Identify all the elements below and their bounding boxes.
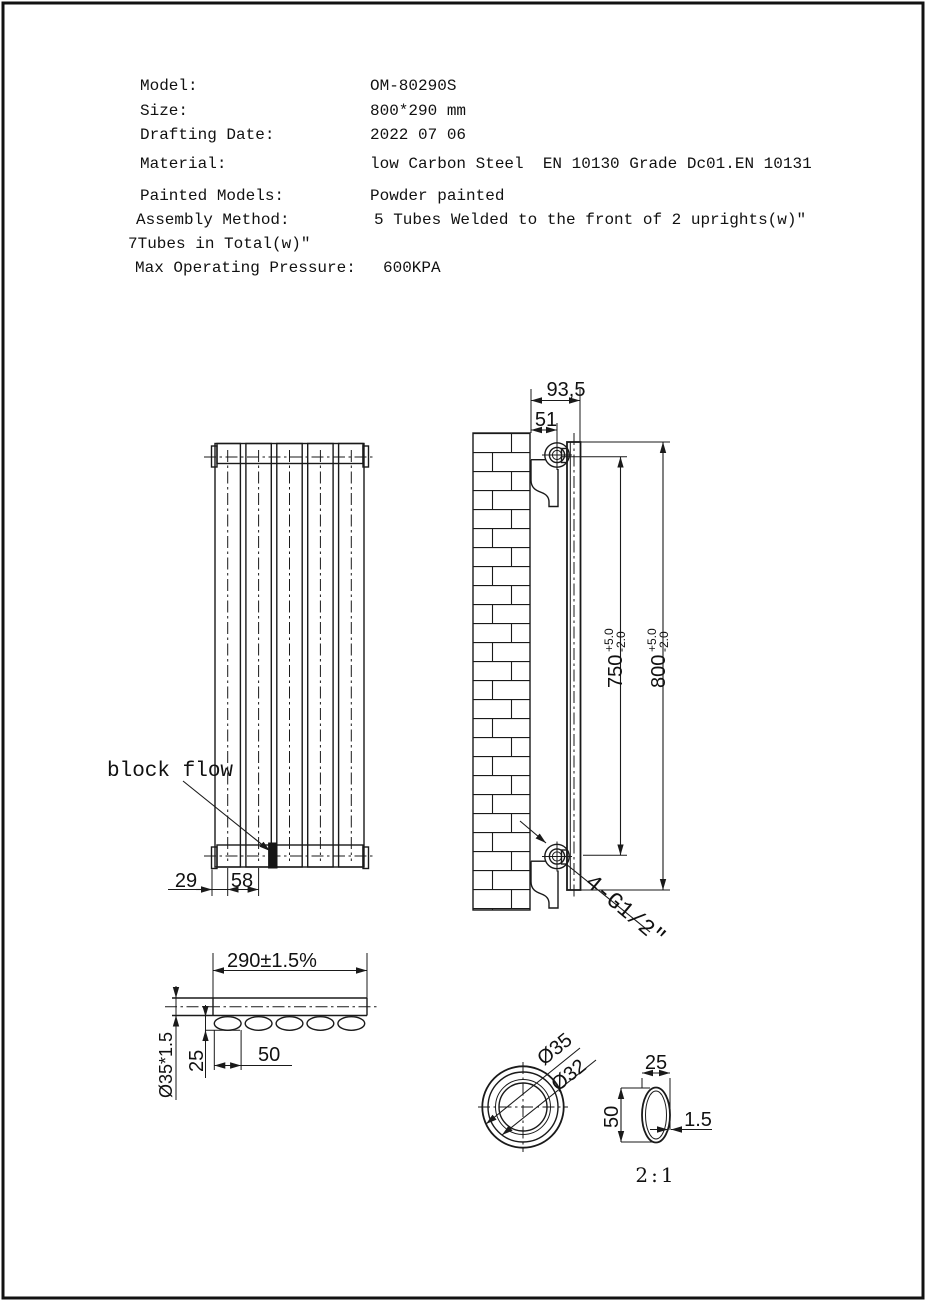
wall-bracket-top: [531, 440, 572, 507]
dim-text-58: 58: [230, 870, 254, 892]
dim-text-dia32: Ø32: [547, 1054, 591, 1096]
dim-extension-lines: [621, 1088, 652, 1142]
tube-section-oval: [307, 1017, 334, 1031]
dim-text-51: 51: [534, 409, 558, 431]
dim-text-wall-1-5: 1.5: [684, 1109, 712, 1131]
dim-text-header-tube: Ø35*1.5: [156, 1031, 176, 1098]
dim-value: 750: [605, 654, 627, 688]
spec-value: 5 Tubes Welded to the front of 2 uprights(w)″: [374, 211, 807, 229]
spec-value-continued: 7Tubes in Total(w)″: [128, 235, 311, 253]
tube-section-oval: [276, 1017, 303, 1031]
scale-label: 2:1: [635, 1163, 677, 1187]
section-view: [156, 950, 378, 1100]
tolerance-minus: -2.0: [614, 631, 628, 652]
spec-header: [128, 77, 812, 277]
spec-value: 800*290 mm: [370, 102, 467, 120]
dim-text-dia35: Ø35: [533, 1028, 577, 1070]
spec-label: Assembly Method:: [136, 211, 290, 229]
tolerance-minus: -2.0: [657, 631, 671, 652]
dim-text-93-5: 93,5: [546, 379, 586, 401]
oval-inner: [646, 1091, 667, 1139]
spec-label: Model:: [140, 77, 198, 95]
dim-text-25: 25: [186, 1049, 208, 1072]
dim-text-29: 29: [174, 870, 198, 892]
dim-text-290: 290±1.5%: [227, 950, 317, 972]
tube-section-oval: [245, 1017, 272, 1031]
spec-label: Max Operating Pressure:: [135, 259, 356, 277]
spec-value: OM-80290S: [370, 77, 457, 95]
tolerance-plus: +5.0: [645, 628, 659, 652]
dim-text-800: [645, 628, 671, 688]
spec-value: 600KPA: [383, 259, 441, 277]
block-flow-leader: [183, 781, 270, 851]
oval-outer: [642, 1088, 670, 1143]
dim-text-oval-50: 50: [601, 1105, 623, 1128]
end-plug: [212, 847, 218, 869]
spec-value: low Carbon Steel EN 10130 Grade Dc01.EN 10131: [370, 155, 812, 173]
dim-text-50: 50: [258, 1044, 281, 1066]
spec-label: Drafting Date:: [140, 126, 275, 144]
wall-bracket-bottom: [531, 842, 572, 909]
side-view: [473, 379, 671, 951]
detail-circle-section: [478, 1029, 596, 1152]
dim-text-oval-25: 25: [644, 1052, 668, 1074]
spec-label: Size:: [140, 102, 189, 120]
spec-label: Painted Models:: [140, 187, 285, 205]
tolerance-plus: +5.0: [602, 628, 616, 652]
spec-value: Powder painted: [370, 187, 505, 205]
block-flow-plug: [269, 843, 277, 868]
front-view: [107, 444, 376, 897]
thread-label: 4-G1/2″: [579, 869, 671, 952]
spec-value: 2022 07 06: [370, 126, 467, 144]
dim-text-750: [602, 628, 628, 688]
dim-extension-lines: [214, 1030, 292, 1070]
block-flow-label: block flow: [107, 760, 234, 783]
spec-label: Material:: [140, 155, 227, 173]
tube-section-oval: [338, 1017, 365, 1031]
brick-wall: [473, 433, 530, 910]
tube-section-oval: [214, 1017, 241, 1031]
dim-value: 800: [648, 654, 670, 688]
detail-oval-section: [601, 1052, 712, 1187]
